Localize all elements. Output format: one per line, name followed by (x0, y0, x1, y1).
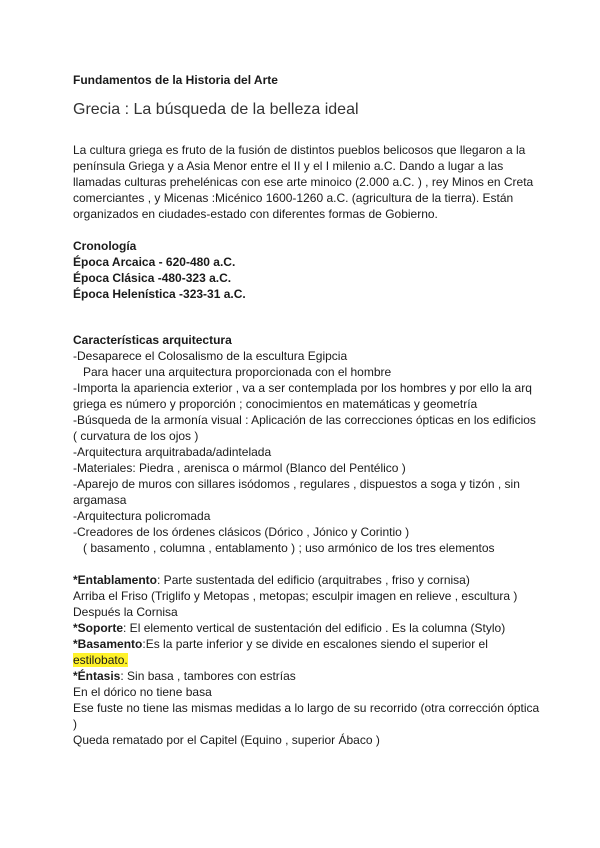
definition-line: Queda rematado por el Capitel (Equino , superior Ábaco ) (73, 733, 380, 747)
cronologia-item: Época Helenística -323-31 a.C. (73, 287, 246, 301)
document-page (73, 72, 543, 748)
document-subtitle: Grecia : La búsqueda de la belleza ideal (73, 101, 359, 118)
cronologia-title: Cronología (73, 239, 137, 253)
arquitectura-line: -Importa la apariencia exterior , va a ser contemplada por los hombres y por ello la arq griega es número y proporción ; conocimientos en matemáticas y geometría (73, 381, 532, 411)
definition-text: : Parte sustentada del edificio (arquitrabes , friso y cornisa) (157, 573, 470, 587)
definition-entablamento (73, 572, 543, 588)
arquitectura-line: -Materiales: Piedra , arenisca o mármol (Blanco del Pentélico ) (73, 461, 406, 475)
definition-text: : Sin basa , tambores con estrías (120, 669, 296, 683)
cronologia-section (73, 238, 543, 302)
definitions-section (73, 572, 543, 748)
cronologia-item: Época Arcaica - 620-480 a.C. (73, 255, 236, 269)
definition-entasis (73, 668, 543, 684)
arquitectura-line: -Búsqueda de la armonía visual : Aplicación de las correcciones ópticas en los edificios ( curvatura de los ojos ) (73, 413, 536, 443)
definition-basamento (73, 636, 543, 668)
arquitectura-line: -Desaparece el Colosalismo de la escultura Egipcia (73, 349, 348, 363)
definition-line: Después la Cornisa (73, 605, 178, 619)
intro-paragraph: La cultura griega es fruto de la fusión de distintos pueblos belicosos que llegaron a la península Griega y a Asia Menor entre el II y el I milenio a.C. Dando a lugar a las llamadas culturas prehelénicas con ese arte minoico (2.000 a.C. ) , rey Minos en Creta comerciantes , y Micenas :Micénico 1600-1260 a.C. (agricultura de la tierra). Están organizados en ciudades-estado con diferentes formas de Gobierno. (73, 143, 534, 221)
highlighted-text: estilobato. (73, 653, 128, 667)
document-heading: Fundamentos de la Historia del Arte (73, 73, 278, 87)
arquitectura-line: -Aparejo de muros con sillares isódomos , regulares , dispuestos a soga y tizón , sin argamasa (73, 477, 520, 507)
arquitectura-title: Características arquitectura (73, 333, 232, 347)
arquitectura-line: -Creadores de los órdenes clásicos (Dórico , Jónico y Corintio ) (73, 525, 410, 539)
arquitectura-line: ( basamento , columna , entablamento ) ; uso armónico de los tres elementos (83, 541, 495, 555)
term-entablamento: *Entablamento (73, 573, 158, 587)
definition-text: : El elemento vertical de sustentación del edificio . Es la columna (Stylo) (123, 621, 506, 635)
definition-line: En el dórico no tiene basa (73, 685, 212, 699)
term-soporte: *Soporte (73, 621, 124, 635)
arquitectura-line: -Arquitectura policromada (73, 509, 211, 523)
arquitectura-line: Para hacer una arquitectura proporcionada con el hombre (83, 365, 392, 379)
term-basamento: *Basamento (73, 637, 143, 651)
arquitectura-section (73, 332, 543, 556)
definition-text: :Es la parte inferior y se divide en escalones siendo el superior el (142, 637, 488, 651)
arquitectura-line: -Arquitectura arquitrabada/adintelada (73, 445, 272, 459)
definition-line: Ese fuste no tiene las mismas medidas a lo largo de su recorrido (otra corrección óptica ) (73, 701, 540, 731)
cronologia-item: Época Clásica -480-323 a.C. (73, 271, 232, 285)
term-entasis: *Éntasis (73, 669, 121, 683)
definition-line: Arriba el Friso (Triglifo y Metopas , metopas; esculpir imagen en relieve , escultura ) (73, 589, 518, 603)
definition-soporte (73, 620, 543, 636)
